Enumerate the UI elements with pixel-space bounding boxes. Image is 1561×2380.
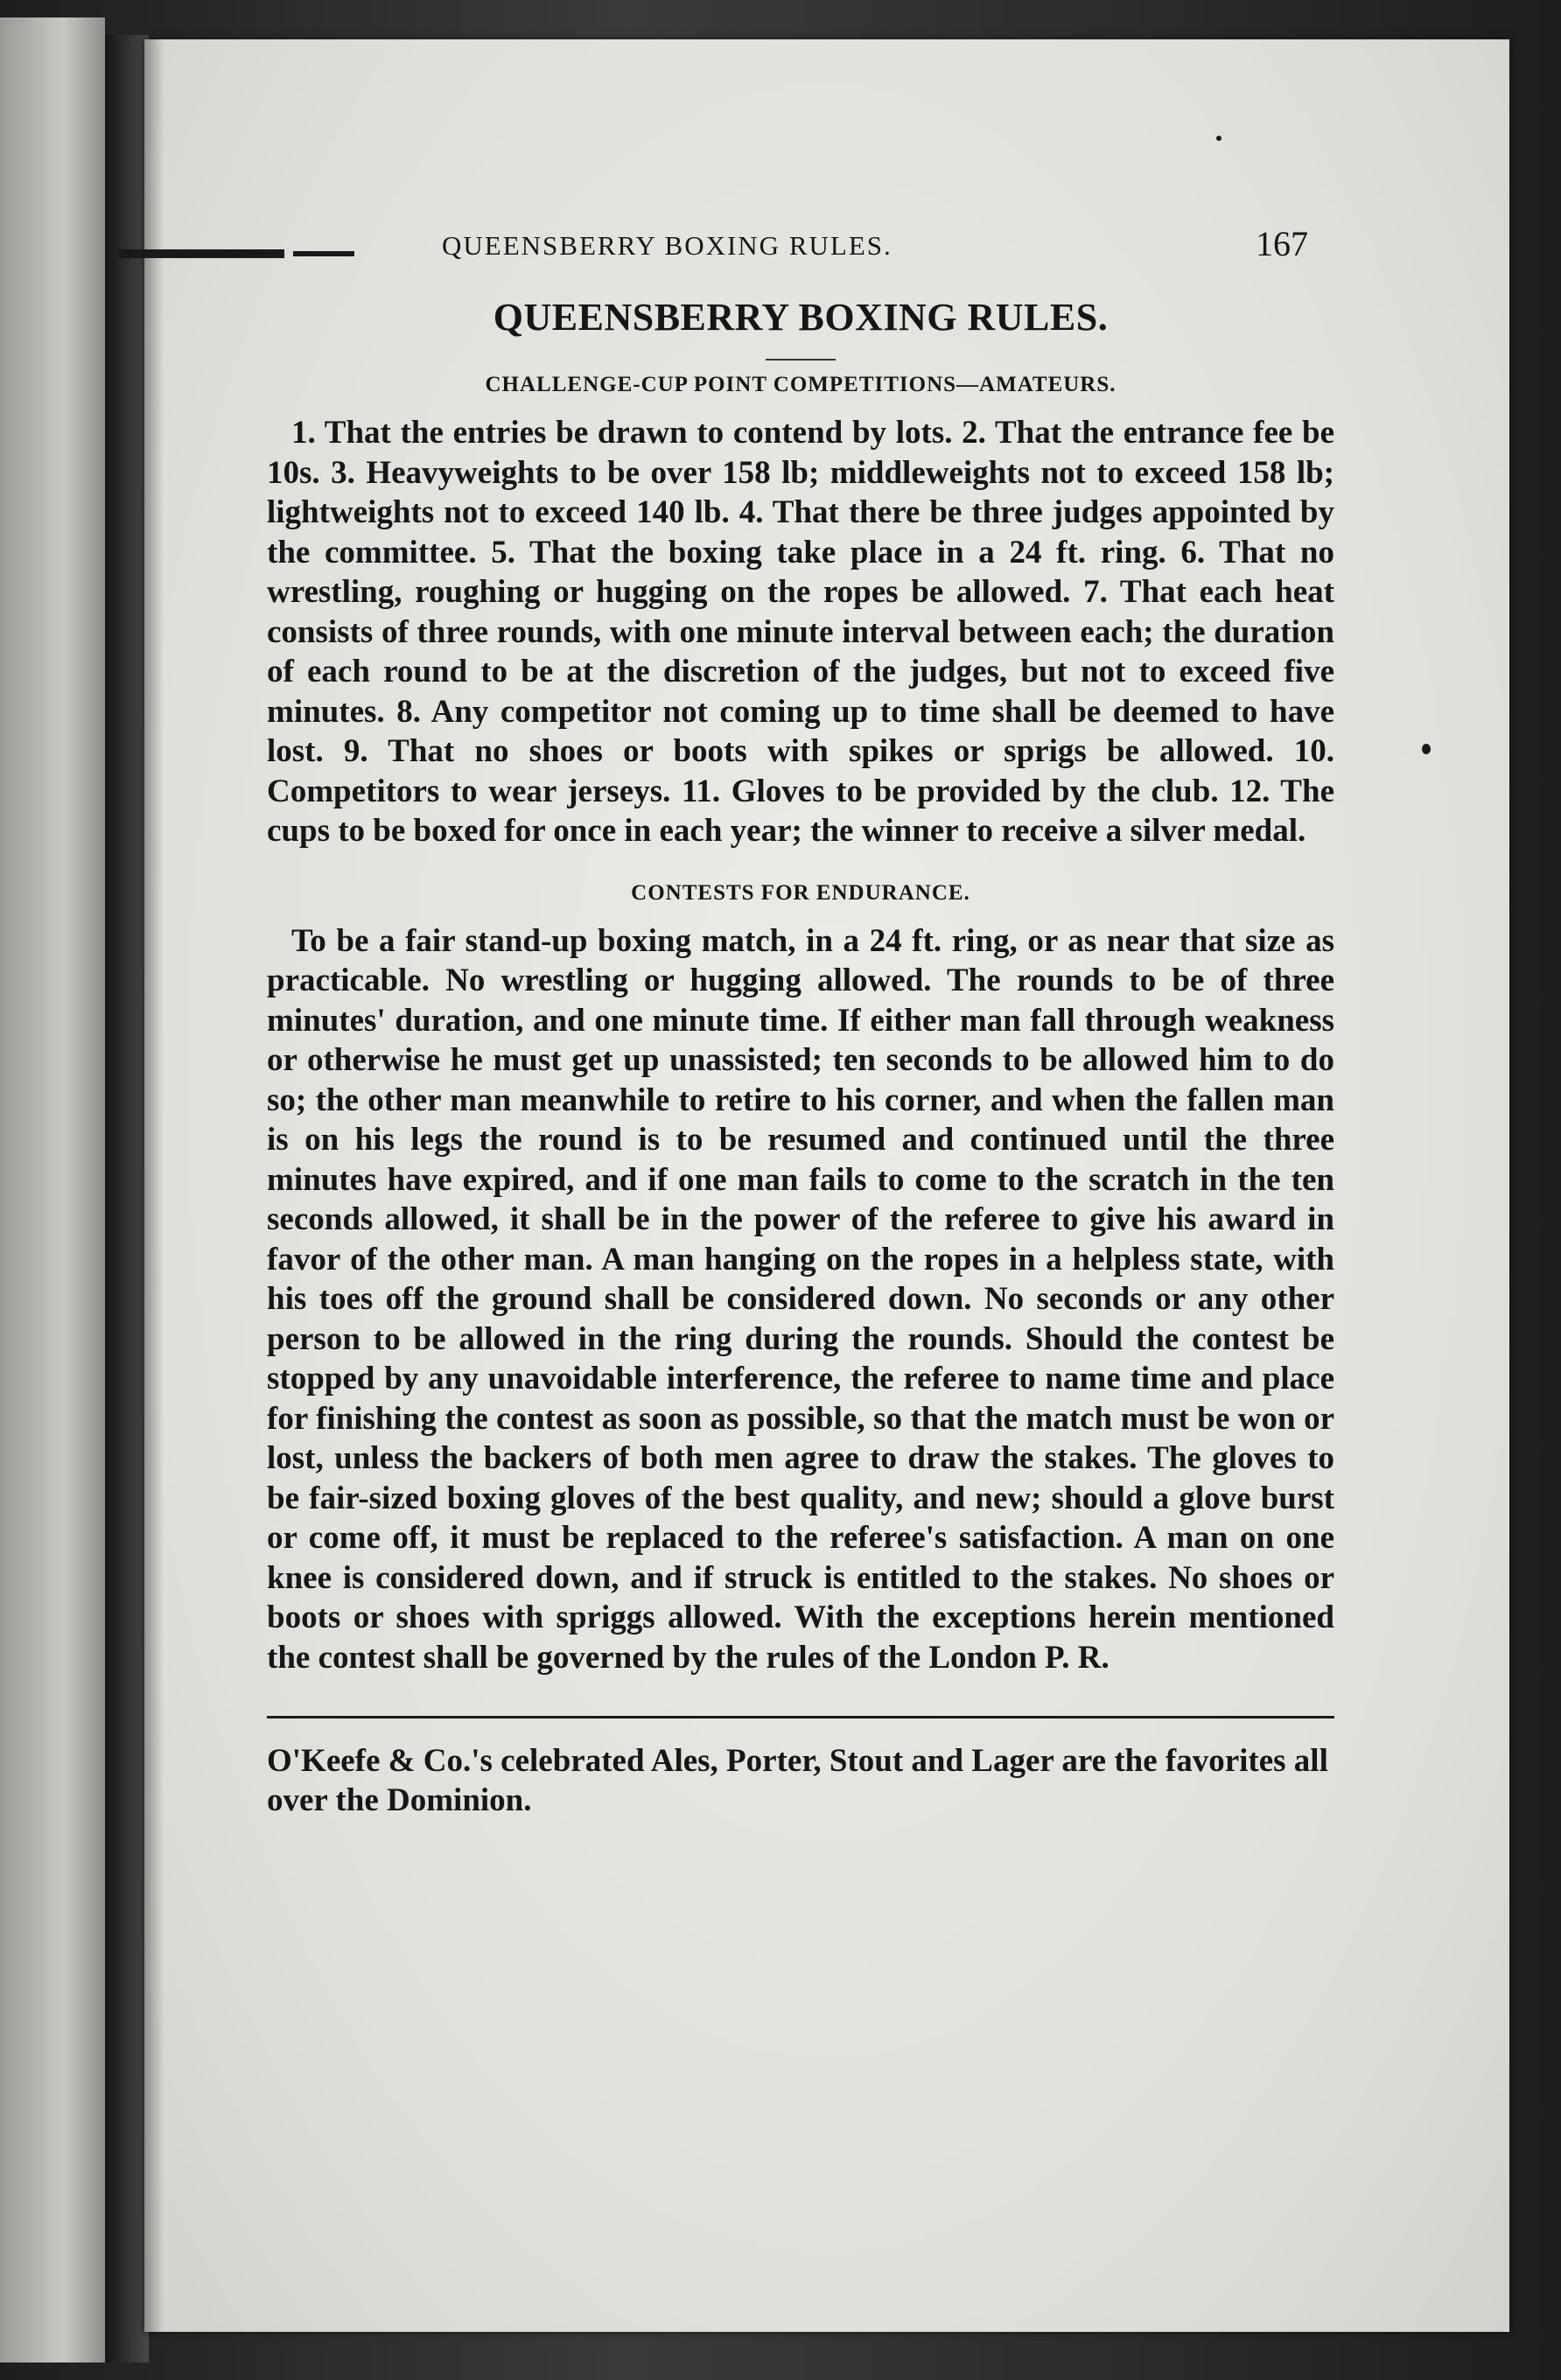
section-body-challenge-cup: 1. That the entries be drawn to contend by lots. 2. That the entrance fee be 10s. 3. Heavyweights to be over 158 lb; middleweights not to exceed 158 lb; lightweights not to exceed 140 lb. 4. That there be three judges appointed by the committee. 5. That the boxing take place in a 24 ft. ring. 6. That no wrestling, roughing or hugging on the ropes be allowed. 7. That each heat consists of three rounds, with one minute interval between each; the duration of each round to be at the discretion of the judges, but not to exceed five minutes. 8. Any competitor not coming up to time shall be deemed to have lost. 9. That no shoes or boots with spikes or sprigs be allowed. 10. Competitors to wear jerseys. 11. Gloves to be provided by the club. 12. The cups to be boxed for once in each year; the winner to receive a silver medal. <box>267 415 1334 849</box>
page-number: 167 <box>1256 224 1308 263</box>
section-heading-endurance: CONTESTS FOR ENDURANCE. <box>631 880 970 905</box>
page-content <box>267 223 1334 1820</box>
book-page <box>144 39 1509 2332</box>
running-head-title: QUEENSBERRY BOXING RULES. <box>442 230 892 261</box>
section-gap <box>267 851 1334 878</box>
running-head <box>267 223 1334 284</box>
page-shadow <box>144 39 164 2332</box>
section-body-endurance: To be a fair stand-up boxing match, in a 24 ft. ring, or as near that size as practicable. No wrestling or hugging allowed. The rounds to be of three minutes' duration, and one minute time. If either man fall through weakness or otherwise he must get up unassisted; ten seconds to be allowed him to do so; the other man meanwhile to retire to his corner, and when the fallen man is on his legs the round is to be resumed and continued until the three minutes have expired, and if one man fails to come to the scratch in the ten seconds allowed, it shall be in the power of the referee to give his award in favor of the other man. A man hanging on the ropes in a helpless state, with his toes off the ground shall be considered down. No seconds or any other person to be allowed in the ring during the rounds. Should the contest be stopped by any unavoidable interference, the referee to name time and place for finishing the contest as soon as possible, so that the match must be won or lost, unless the backers of both men agree to draw the stakes. The gloves to be fair-sized boxing gloves of the best quality, and new; should a glove burst or come off, it must be replaced to the referee's satisfaction. A man on one knee is considered down, and if struck is entitled to the stakes. No shoes or boots or shoes with spriggs allowed. With the exceptions herein mentioned the contest shall be governed by the rules of the London P. R. <box>267 922 1334 1676</box>
facing-page-edge <box>0 18 105 2362</box>
ink-speck <box>1422 744 1431 754</box>
running-head-rule-short <box>293 251 354 256</box>
footer-rule <box>267 1716 1334 1718</box>
running-head-rule <box>118 249 284 258</box>
section-heading-challenge-cup: CHALLENGE-CUP POINT COMPETITIONS—AMATEURS. <box>485 373 1116 396</box>
page-title: QUEENSBERRY BOXING RULES. <box>493 296 1109 339</box>
ink-speck <box>1216 136 1222 141</box>
book-gutter <box>105 35 149 2362</box>
title-rule <box>766 359 836 360</box>
advertisement: O'Keefe & Co.'s celebrated Ales, Porter, Stout and Lager are the favorites all over the Dominion. <box>267 1743 1328 1818</box>
